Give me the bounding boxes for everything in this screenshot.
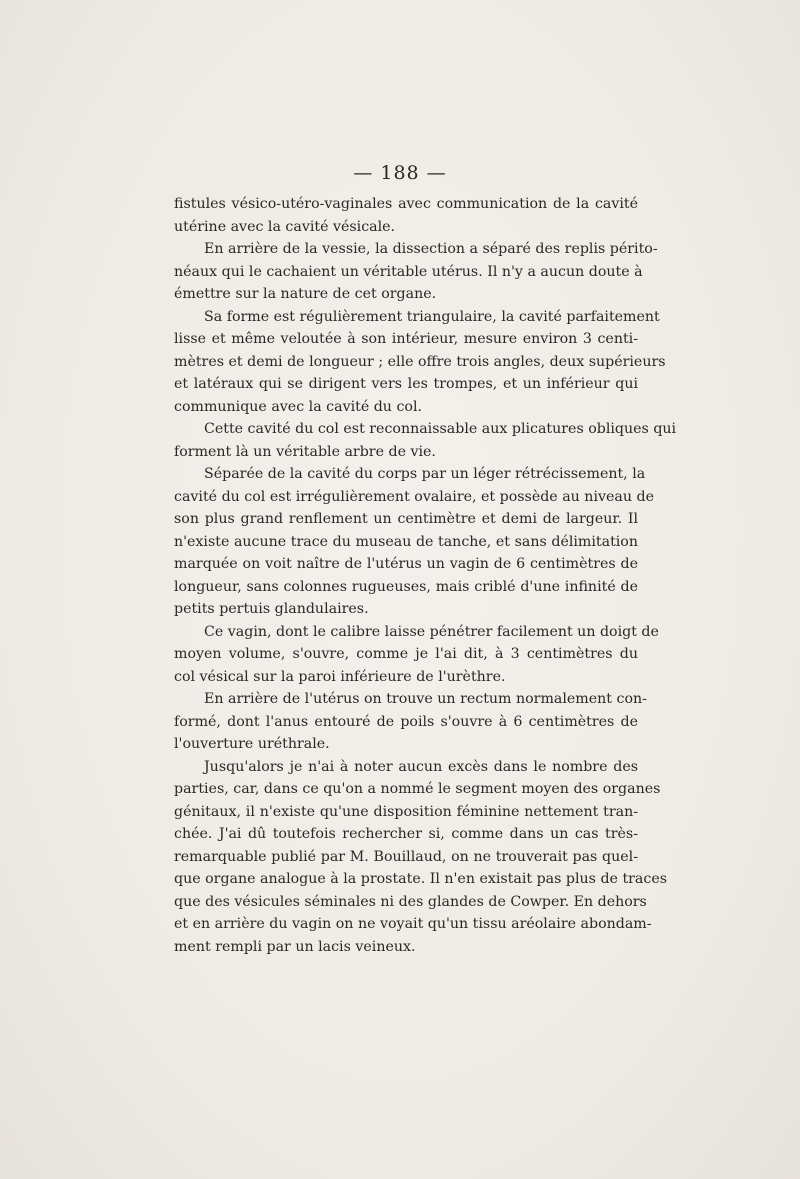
text-line: et latéraux qui se dirigent vers les trompes, et un inférieur qui [174, 376, 638, 392]
page-number: — 188 — [353, 162, 447, 184]
text-line: longueur, sans colonnes rugueuses, mais criblé d'une infinité de [174, 578, 638, 595]
text-line: col vésical sur la paroi inférieure de l'urèthre. [174, 668, 506, 685]
text-line: cavité du col est irrégulièrement ovalaire, et possède au niveau de [174, 488, 654, 505]
text-line: fistules vésico-utéro-vaginales avec communication de la cavité [174, 196, 638, 212]
text-line: chée. J'ai dû toutefois rechercher si, comme dans un cas très- [174, 826, 638, 842]
text-line: parties, car, dans ce qu'on a nommé le segment moyen des organes [174, 781, 661, 797]
text-line: utérine avec la cavité vésicale. [174, 218, 396, 235]
text-line: l'ouverture uréthrale. [174, 736, 330, 752]
text-line: émettre sur la nature de cet organe. [174, 286, 437, 302]
text-line: moyen volume, s'ouvre, comme je l'ai dit, à 3 centimètres du [174, 646, 638, 662]
text-line: Ce vagin, dont le calibre laisse pénétrer facilement un doigt de [204, 623, 659, 640]
text-line: son plus grand renflement un centimètre et demi de largeur. Il [174, 511, 638, 527]
text-line: marquée on voit naître de l'utérus un vagin de 6 centimètres de [174, 556, 638, 572]
text-line: lisse et même veloutée à son intérieur, mesure environ 3 centi- [174, 331, 638, 347]
text-line: Sa forme est régulièrement triangulaire, la cavité parfaitement [204, 308, 660, 325]
text-line: remarquable publié par M. Bouillaud, on ne trouverait pas quel- [174, 848, 638, 865]
body-text [174, 193, 677, 958]
text-line: que des vésicules séminales ni des glandes de Cowper. En dehors [174, 893, 647, 910]
text-line: communique avec la cavité du col. [174, 398, 422, 415]
text-line: En arrière de l'utérus on trouve un rectum normalement con- [204, 691, 647, 707]
text-line: que organe analogue à la prostate. Il n'en existait pas plus de traces [174, 871, 668, 887]
text-line: n'existe aucune trace du museau de tanche, et sans délimitation [174, 533, 638, 550]
text-line: génitaux, il n'existe qu'une disposition féminine nettement tran- [174, 803, 638, 820]
text-line: En arrière de la vessie, la dissection a séparé des replis périto- [204, 241, 658, 257]
text-line: petits pertuis glandulaires. [174, 601, 369, 617]
text-line: néaux qui le cachaient un véritable utérus. Il n'y a aucun doute à [174, 263, 643, 280]
text-line: Séparée de la cavité du corps par un léger rétrécissement, la [204, 466, 646, 482]
text-line: forment là un véritable arbre de vie. [174, 443, 436, 460]
text-line: formé, dont l'anus entouré de poils s'ouvre à 6 centimètres de [174, 713, 638, 730]
text-line: ment rempli par un lacis veineux. [174, 938, 416, 955]
text-line: et en arrière du vagin on ne voyait qu'un tissu aréolaire abondam- [174, 916, 652, 932]
text-line: Jusqu'alors je n'ai à noter aucun excès dans le nombre des [204, 758, 638, 775]
text-line: Cette cavité du col est reconnaissable aux plicatures obliques qui [204, 421, 677, 437]
text-line: mètres et demi de longueur ; elle offre trois angles, deux supérieurs [174, 353, 666, 370]
